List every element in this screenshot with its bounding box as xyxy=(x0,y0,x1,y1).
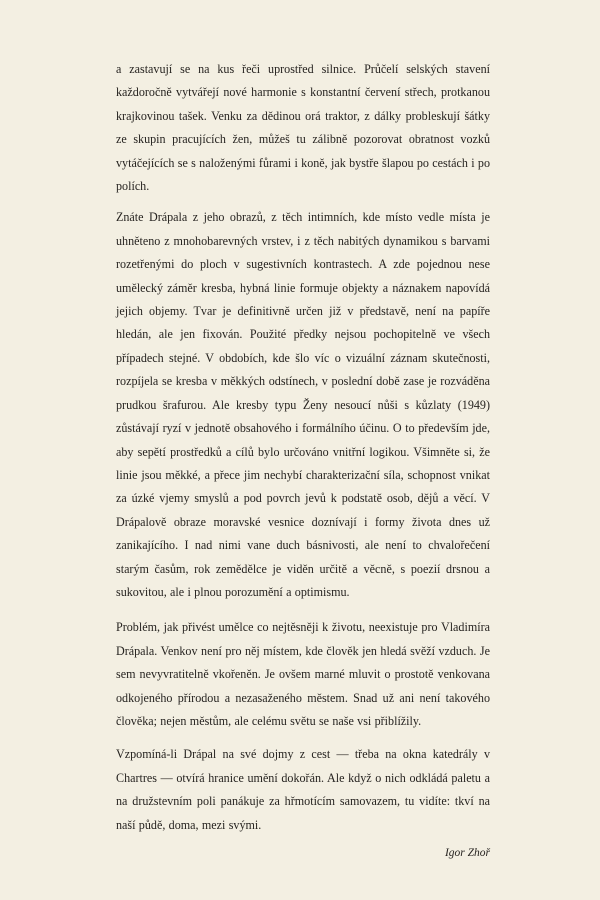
article-body xyxy=(116,58,490,863)
paragraph-3: Problém, jak přivést umělce co nejtěsněji k životu, neexistuje pro Vladimíra Drápala. Venkov není pro něj místem, kde člověk jen hledá svěží vzduch. Je sem nevyvratitelně vkořeněn. Je ovšem marné mluvit o prostotě venkovana odkojeného přírodou a nezasaženého městem. Snad už ani není takového člověka; nejen městům, ale celému světu se naše vsi přiblížily. xyxy=(116,620,490,728)
paragraph-2: Znáte Drápala z jeho obrazů, z těch intimních, kde místo vedle místa je uhněteno z mnohobarevných vrstev, i z těch nabitých dynamikou s barvami rozetřenými do ploch v sugestivních kontrastech. A zde pojednou nese umělecký záměr kresba, hybná linie formuje objekty a náznakem napovídá jejich objemy. Tvar je definitivně určen již v představě, není na papíře hledán, ale jen fixován. Použité předky nejsou pochopitelně ve všech případech stejné. V obdobích, kde šlo víc o vizuální záznam skutečnosti, rozpíjela se kresba v měkkých odstínech, v poslední době zase je rozváděna prudkou šrafurou. Ale kresby typu Ženy nesoucí nůši s kůzlaty (1949) zůstávají ryzí v jednotě obsahového i formálního účinu. O to především jde, aby sepětí prostředků a cílů bylo určováno vnitřní logikou. Všimněte si, že linie jsou měkké, a přece jim nechybí charakterizační síla, schopnost vnikat za úzké vjemy smyslů a pod povrch jevů k podstatě osob, dějů a věcí. V Drápalově obraze moravské vesnice doznívají i formy života dnes už zanikajícího. I nad nimi vane duch básnivosti, ale není to chvalořečení starým časům, rok zemědělce je viděn určitě a věcně, s poezií drsnou a sukovitou, ale i plnou porozumění a optimismu. xyxy=(116,210,490,599)
paragraph-4: Vzpomíná-li Drápal na své dojmy z cest — třeba na okna katedrály v Chartres — otvírá hranice umění dokořán. Ale když o nich odkládá paletu a na družstevním poli panákuje za hřmotícím samovazem, tu vidíte: tkví na naší půdě, doma, mezi svými. xyxy=(116,747,490,832)
paragraph-1: a zastavují se na kus řeči uprostřed silnice. Průčelí selských stavení každoročně vytvářejí nové harmonie s konstantní červení střech, protkanou krajkovinou tašek. Venku za dědinou orá traktor, z dálky probleskují šátky ze skupin pracujících žen, můžeš tu zálibně pozorovat obratnost vozků vytáčejících se s naloženými fůrami i koně, jak bystře šlapou po cestách i po polích. xyxy=(116,62,490,194)
author-signature: Igor Zhoř xyxy=(444,847,490,859)
